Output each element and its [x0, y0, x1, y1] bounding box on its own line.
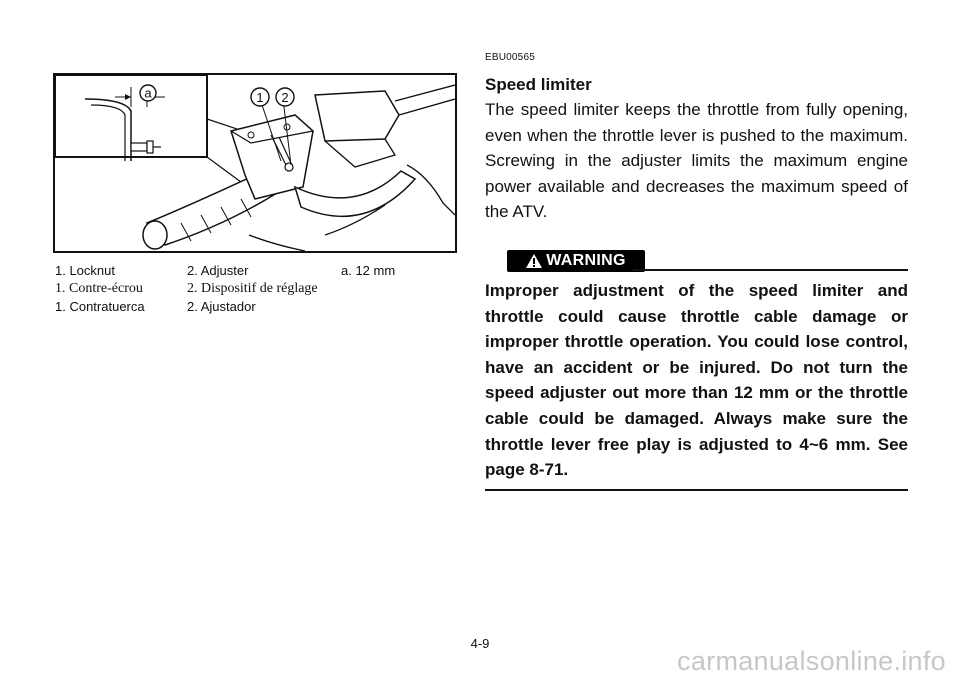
caption-item: a. 12 mm: [341, 263, 396, 278]
alert-triangle-icon: [526, 254, 542, 268]
throttle-figure: [53, 73, 457, 253]
warning-block: [485, 250, 908, 491]
warning-header: [485, 250, 908, 272]
section-body: The speed limiter keeps the throttle from fully opening, even when the throttle lever is pushed to the maximum. Screwing in the adjuster limits the maximum engine power available and decreases the maximum speed of the ATV.: [485, 100, 908, 222]
caption-item: 2. Dispositif de réglage: [187, 281, 318, 296]
warning-rule-top: [633, 269, 908, 271]
watermark: carmanualsonline.info: [677, 646, 946, 676]
callout-1-label: 1: [256, 90, 264, 105]
warning-rule-bottom: [485, 489, 908, 491]
caption-item: 1. Contre-écrou: [55, 281, 143, 296]
warning-badge: [507, 250, 645, 272]
warning-label: WARNING: [546, 252, 626, 269]
caption-row-english: [55, 262, 455, 280]
caption-row-spanish: [55, 298, 455, 316]
callout-a-label: a: [144, 85, 152, 101]
throttle-illustration: [55, 75, 455, 251]
caption-item: 1. Contratuerca: [55, 299, 145, 314]
section-code: EBU00565: [485, 52, 535, 63]
warning-text: Improper adjustment of the speed limiter and throttle could cause throttle cable damage or improper throttle operation. You could lose control, have an accident or be injured. Do not turn the speed adjuster out more than 12 mm or the throttle cable could be damaged. Always make sure the throttle lever free play is adjusted to 4~6 mm. See page 8-71.: [485, 281, 908, 480]
caption-item: 2. Ajustador: [187, 299, 256, 314]
caption-item: 1. Locknut: [55, 263, 115, 278]
figure-captions: [55, 262, 455, 316]
page-number: 4-9: [470, 636, 490, 651]
callout-2-label: 2: [281, 90, 289, 105]
caption-row-french: [55, 280, 455, 298]
section-title: Speed limiter: [485, 75, 592, 94]
caption-item: 2. Adjuster: [187, 263, 249, 278]
